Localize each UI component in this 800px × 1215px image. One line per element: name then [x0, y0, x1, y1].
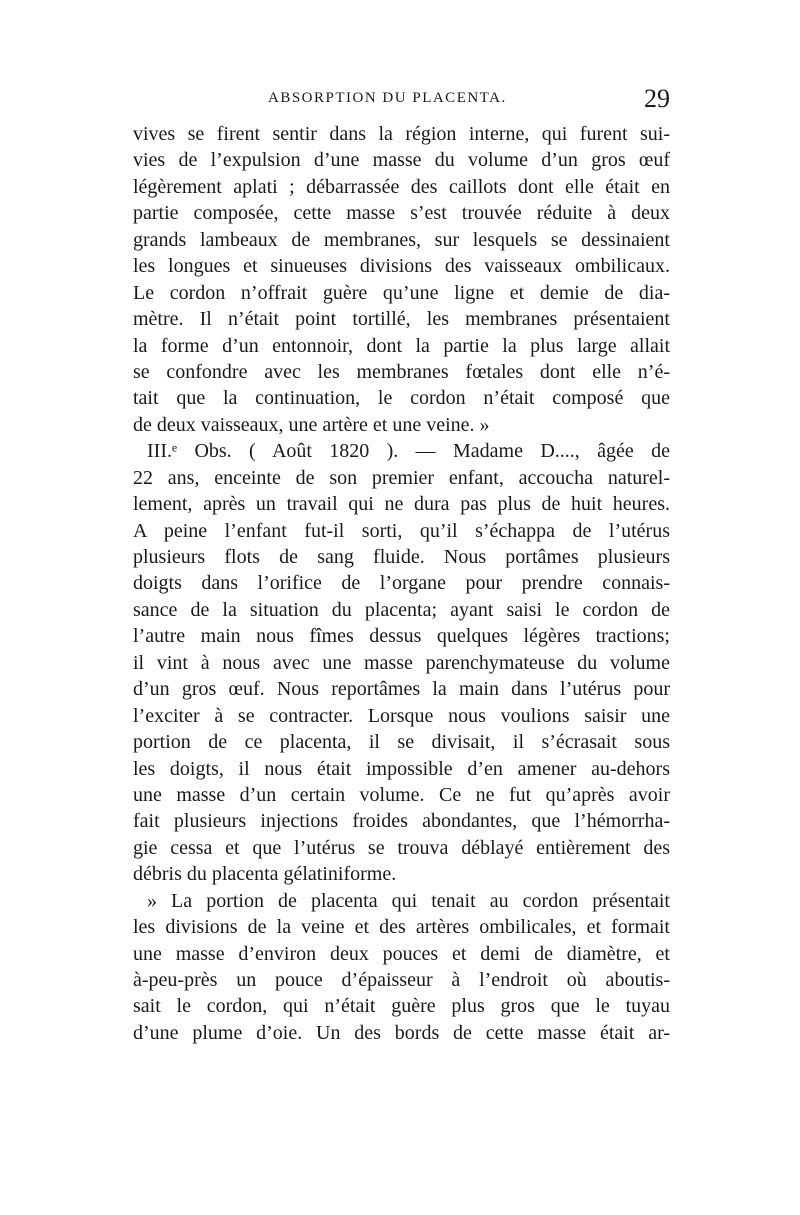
text-line: débris du placenta gélatiniforme. [133, 863, 397, 886]
text-line: d’un gros œuf. Nous reportâmes la main dans l’utérus pour [133, 678, 670, 701]
text-line: tait que la continuation, le cordon n’était composé que [133, 387, 670, 410]
text-line: une masse d’environ deux pouces et demi de diamètre, et [133, 942, 670, 965]
text-line: l’exciter à se contracter. Lorsque nous voulions saisir une [133, 704, 670, 727]
text-line: portion de ce placenta, il se divisait, il s’écrasait sous [133, 731, 670, 754]
text-line: III.ᵉ Obs. ( Août 1820 ). — Madame D...., âgée de [147, 440, 670, 463]
text-line: gie cessa et que l’utérus se trouva déblayé entièrement des [133, 836, 670, 859]
text-line: vives se firent sentir dans la région interne, qui furent sui- [133, 123, 670, 145]
text-line: plusieurs flots de sang fluide. Nous portâmes plusieurs [133, 546, 670, 568]
text-line: une masse d’un certain volume. Ce ne fut qu’après avoir [133, 783, 670, 806]
text-line: l’autre main nous fîmes dessus quelques légères tractions; [133, 625, 670, 648]
text-line: sance de la situation du placenta; ayant saisi le cordon de [133, 598, 670, 621]
text-line: il vint à nous avec une masse parenchymateuse du volume [133, 651, 670, 674]
body-text [133, 121, 670, 1046]
running-title: ABSORPTION DU PLACENTA. [268, 90, 507, 106]
text-line: la forme d’un entonnoir, dont la partie la plus large allait [133, 334, 670, 357]
text-line: fait plusieurs injections froides abondantes, que l’hémorrha- [133, 810, 670, 833]
text-line: » La portion de placenta qui tenait au cordon présentait [147, 889, 670, 912]
text-line: d’une plume d’oie. Un des bords de cette masse était ar- [133, 1021, 670, 1044]
text-line: 22 ans, enceinte de son premier enfant, accoucha naturel- [133, 466, 670, 489]
text-line: partie composée, cette masse s’est trouvée réduite à deux [133, 202, 670, 225]
text-line: grands lambeaux de membranes, sur lesquels se dessinaient [133, 228, 670, 251]
text-line: les doigts, il nous était impossible d’en amener au-dehors [133, 757, 670, 780]
text-line: légèrement aplati ; débarrassée des caillots dont elle était en [133, 175, 670, 198]
text-line: à-peu-près un pouce d’épaisseur à l’endroit où aboutis- [133, 969, 670, 991]
text-line: vies de l’expulsion d’une masse du volume d’un gros œuf [133, 149, 670, 172]
page-number: 29 [644, 84, 670, 113]
text-line: lement, après un travail qui ne dura pas plus de huit heures. [133, 493, 670, 516]
text-line: Le cordon n’offrait guère qu’une ligne et demie de dia- [133, 281, 670, 304]
text-line: se confondre avec les membranes fœtales dont elle n’é- [133, 360, 670, 383]
running-head [133, 84, 670, 114]
text-line: sait le cordon, qui n’était guère plus gros que le tuyau [133, 995, 670, 1018]
text-line: doigts dans l’orifice de l’organe pour prendre connais- [133, 572, 670, 595]
text-line: les divisions de la veine et des artères ombilicales, et formait [133, 916, 670, 939]
text-line: mètre. Il n’était point tortillé, les membranes présentaient [133, 308, 670, 331]
text-line: les longues et sinueuses divisions des vaisseaux ombilicaux. [133, 255, 670, 278]
text-line: de deux vaisseaux, une artère et une veine. » [133, 413, 490, 436]
text-line: A peine l’enfant fut-il sorti, qu’il s’échappa de l’utérus [133, 519, 670, 542]
